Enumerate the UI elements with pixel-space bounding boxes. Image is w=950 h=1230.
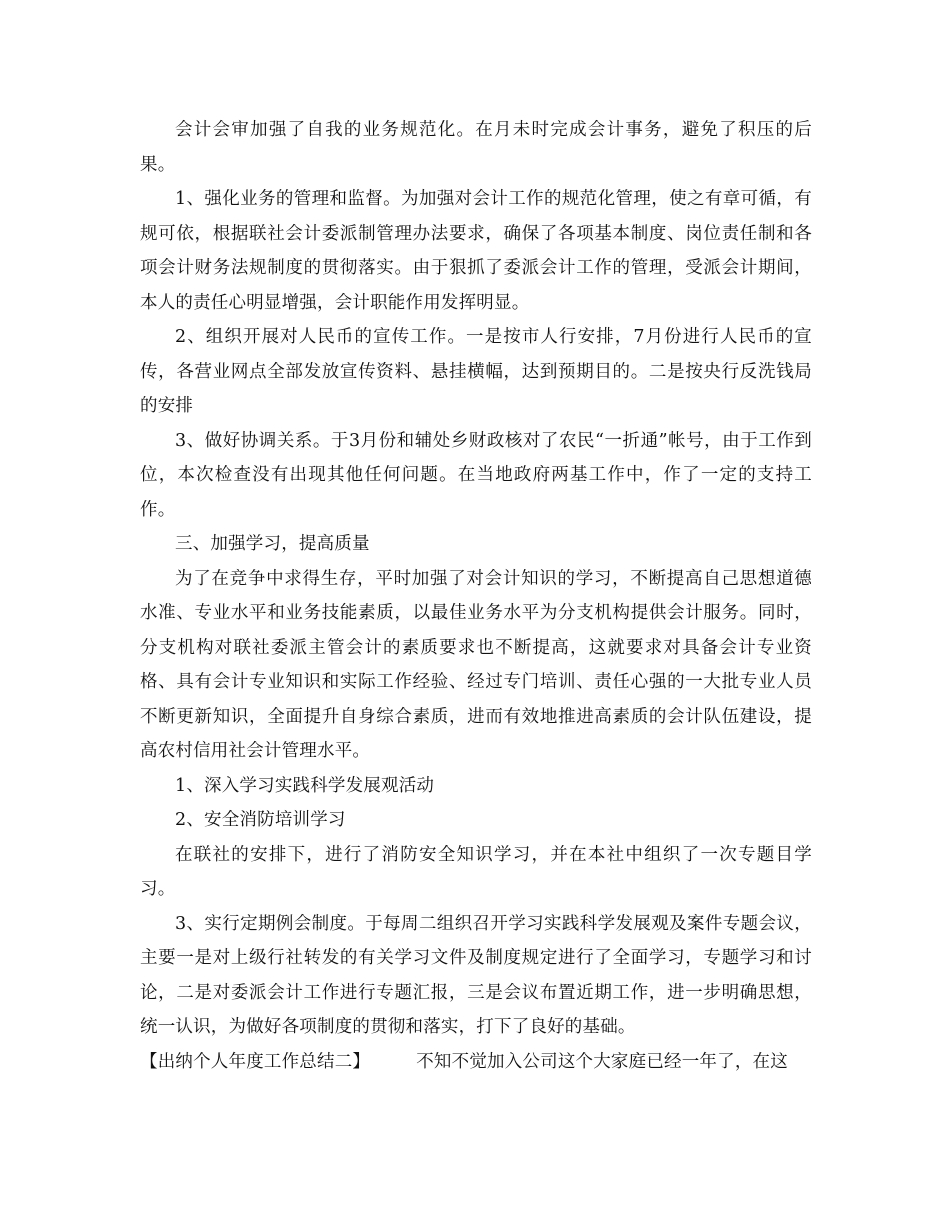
summary-title: 【出纳个人年度工作总结二】 (140, 1051, 371, 1072)
paragraph-meeting: 3、实行定期例会制度。于每周二组织召开学习实践科学发展观及案件专题会议，主要一是对上级行社转发的有关学习文件及制度规定进行了全面学习，专题学习和讨论，二是对委派会计工作进行专题汇报，三是会议布置近期工作，进一步明确思想，统一认识，为做好各项制度的贯彻和落实，打下了良好的基础。 (140, 913, 812, 1037)
list-item-2: 2、安全消防培训学习 (175, 810, 346, 830)
summary-text: 不知不觉加入公司这个大家庭已经一年了，在这 (416, 1051, 788, 1072)
final-line (140, 1045, 812, 1080)
list-item-1: 1、深入学习实践科学发展观活动 (175, 775, 435, 796)
section-heading: 三、加强学习，提高质量 (175, 534, 370, 554)
paragraph-fire-safety: 在联社的安排下，进行了消防安全知识学习，并在本社中组织了一次专题目学习。 (140, 844, 812, 899)
paragraph-item-3: 3、做好协调关系。于3月份和辅处乡财政核对了农民“一折通”帐号，由于工作到位，本次检查没有出现其他任何问题。在当地政府两基工作中，作了一定的支持工作。 (140, 430, 812, 520)
document-body (140, 113, 812, 1079)
paragraph-study: 为了在竞争中求得生存，平时加强了对会计知识的学习，不断提高自己思想道德水准、专业水平和业务技能素质，以最佳业务水平为分支机构提供会计服务。同时，分支机构对联社委派主管会计的素质要求也不断提高，这就要求对具备会计专业资格、具有会计专业知识和实际工作经验、经过专门培训、责任心强的一大批专业人员不断更新知识，全面提升自身综合素质，进而有效地推进高素质的会计队伍建设，提高农村信用社会计管理水平。 (140, 568, 812, 761)
paragraph-item-1: 1、强化业务的管理和监督。为加强对会计工作的规范化管理，使之有章可循，有规可依，根据联社会计委派制管理办法要求，确保了各项基本制度、岗位责任制和各项会计财务法规制度的贯彻落实。由于狠抓了委派会计工作的管理，受派会计期间，本人的责任心明显增强，会计职能作用发挥明显。 (140, 189, 812, 313)
paragraph-intro: 会计会审加强了自我的业务规范化。在月未时完成会计事务，避免了积压的后果。 (140, 120, 812, 175)
paragraph-item-2: 2、组织开展对人民币的宣传工作。一是按市人行安排，7月份进行人民币的宣传，各营业网点全部发放宣传资料、悬挂横幅，达到预期目的。二是按央行反洗钱局的安排 (140, 327, 812, 416)
